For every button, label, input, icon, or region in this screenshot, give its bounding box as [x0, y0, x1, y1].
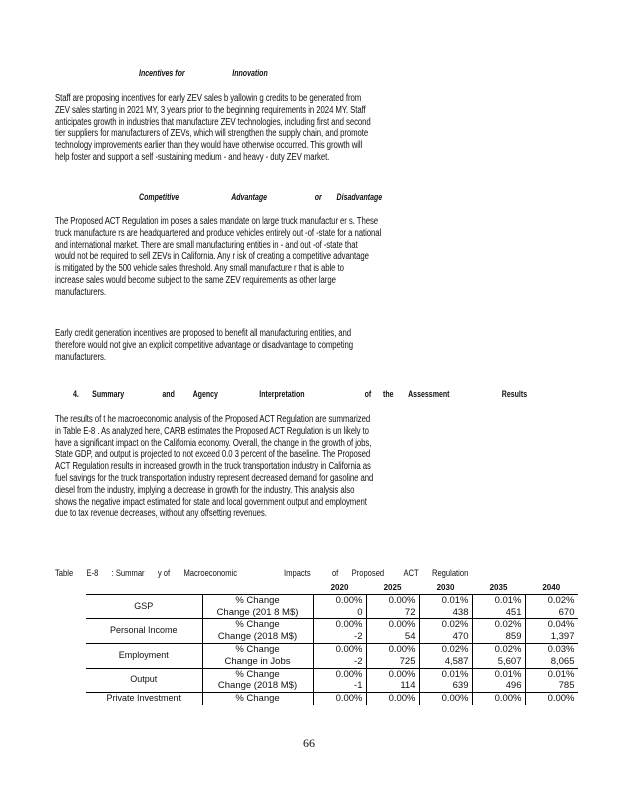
table-cell: 0.02% — [472, 619, 525, 631]
summary-line: fuel savings for the truck transportation industry represent decreased demand for gasoline and — [55, 472, 374, 484]
page-number: 66 — [303, 736, 315, 750]
table-cell: 0.02% — [525, 594, 578, 606]
caption-t8: Regulation — [431, 568, 469, 579]
table-row — [86, 594, 578, 606]
table-cell: 496 — [472, 680, 525, 692]
table-cell: 0.02% — [472, 643, 525, 655]
table-cell: 859 — [472, 631, 525, 643]
summary-line: have a significant impact on the California economy. Overall, the change in the growth of jobs, — [55, 437, 372, 449]
table-cell: 54 — [366, 631, 419, 643]
summary-line: due to tax revenue decreases, without any offsetting revenues. — [55, 508, 267, 520]
row-description: Change (2018 M$) — [202, 631, 313, 643]
table-cell: 0.00% — [313, 668, 366, 680]
incentives-line: technology improvements earlier than they would have otherwise occurred. This growth will — [55, 140, 363, 152]
year-header: 2030 — [419, 582, 472, 594]
row-description: Change in Jobs — [202, 656, 313, 668]
table-row — [86, 619, 578, 631]
table-cell: -2 — [313, 631, 366, 643]
table-cell: 0.02% — [419, 619, 472, 631]
row-description: Change (201 8 M$) — [202, 607, 313, 619]
competitive-heading-word4: Disadvantage — [336, 192, 383, 202]
header-empty-cell — [86, 582, 202, 594]
table-cell: 0.00% — [313, 693, 366, 705]
table-cell: 0.00% — [366, 619, 419, 631]
incentives-line: tier suppliers for manufacturers of ZEVs, which will strengthen the supply chain, and promote — [55, 128, 369, 140]
table-cell: 670 — [558, 606, 575, 618]
table-row — [86, 668, 578, 680]
summary-heading-number: 4. — [73, 389, 79, 399]
table-header-row — [86, 582, 578, 594]
incentives-heading-word1: Incentives for — [139, 68, 185, 78]
caption-t6: Proposed — [351, 568, 385, 579]
table-cell: 0.01% — [525, 668, 578, 680]
table-cell: 0.00% — [313, 619, 366, 631]
row-group-label: Personal Income — [86, 619, 202, 644]
row-group-label: Output — [86, 668, 202, 693]
table-cell: 639 — [419, 680, 472, 692]
caption-number: E-8 — [86, 568, 99, 579]
table-row — [86, 643, 578, 655]
incentives-line: ZEV sales starting in 2021 MY, 3 years prior to the beginning requirements in 2024 MY. Staff — [55, 104, 366, 116]
table-cell: 0.03% — [525, 643, 578, 655]
competitive-line: and international market. There are small manufacturing entities in - and out -of -state that — [55, 239, 358, 251]
competitive-line: manufacturers. — [55, 286, 106, 298]
caption-t5: of — [331, 568, 339, 579]
caption-t1: : Summar — [111, 568, 145, 579]
summary-heading-w6: the — [383, 389, 394, 399]
table-cell: 72 — [366, 607, 419, 619]
caption-t2: y of — [157, 568, 171, 579]
summary-heading-w8: Results — [501, 389, 528, 399]
table-cell: 0.00% — [472, 693, 525, 705]
table-cell: -1 — [313, 680, 366, 692]
summary-heading-w1: Summary — [92, 389, 125, 399]
incentives-line: anticipates growth in industries that manufacture ZEV technologies, including first and second — [55, 116, 371, 128]
table-cell: 0.00% — [419, 693, 472, 705]
early-credit-paragraph — [55, 328, 523, 363]
table-cell: 8,065 — [550, 655, 575, 667]
table-cell: 0.04% — [525, 619, 578, 631]
year-header: 2025 — [366, 582, 419, 594]
incentives-line: help foster and support a self -sustaining medium - and heavy - duty ZEV market. — [55, 151, 330, 163]
competitive-heading-word3: or — [314, 192, 322, 202]
summary-heading-w4: Interpretation — [259, 389, 305, 399]
table-cell: 4,587 — [419, 656, 472, 668]
table-cell: 0.00% — [366, 668, 419, 680]
competitive-line: is mitigated by the 500 vehicle sales threshold. Any small manufacture r that is able to — [55, 263, 344, 275]
competitive-heading-word2: Advantage — [231, 192, 268, 202]
competitive-paragraph — [55, 216, 523, 299]
row-description: % Change — [202, 668, 313, 680]
table-cell: 1,397 — [550, 631, 575, 643]
table-cell: 0.00% — [525, 693, 578, 705]
incentives-heading-word2: Innovation — [232, 68, 268, 78]
competitive-heading — [139, 192, 382, 202]
summary-line: The results of t he macroeconomic analysis of the Proposed ACT Regulation are summarized — [55, 414, 371, 425]
year-header: 2040 — [525, 582, 578, 594]
summary-paragraph — [55, 414, 523, 520]
table-cell: 0.00% — [366, 693, 419, 705]
caption-t3: Macroeconomic — [183, 568, 238, 579]
summary-line: ACT Regulation results in increased growth in the truck transportation industry in California as — [55, 461, 371, 473]
summary-heading-w2: and — [162, 389, 175, 399]
table-cell: 470 — [419, 631, 472, 643]
competitive-line: The Proposed ACT Regulation im poses a sales mandate on large truck manufactur er s. These — [55, 216, 379, 227]
table-cell: 0 — [313, 607, 366, 619]
table-cell: 451 — [472, 607, 525, 619]
table-cell: 725 — [366, 656, 419, 668]
table-cell: 438 — [419, 607, 472, 619]
row-description: % Change — [202, 619, 313, 631]
table-cell: 0.01% — [472, 668, 525, 680]
incentives-paragraph — [55, 93, 523, 164]
table-cell: 0.00% — [313, 594, 366, 606]
early-credit-line: Early credit generation incentives are proposed to benefit all manufacturing entities, and — [55, 328, 352, 339]
table-cell: -2 — [313, 656, 366, 668]
table-cell: 0.01% — [472, 594, 525, 606]
table-cell: 0.00% — [366, 643, 419, 655]
table-cell: 0.01% — [419, 594, 472, 606]
summary-heading-w3: Agency — [192, 389, 218, 399]
year-header: 2035 — [472, 582, 525, 594]
table-cell: 0.01% — [419, 668, 472, 680]
caption-label: Table — [55, 568, 74, 579]
competitive-line: truck manufacture rs are headquartered and produce vehicles entirely out -of -state for a national — [55, 227, 382, 239]
summary-heading-w5: of — [364, 389, 372, 399]
row-description: Change (2018 M$) — [202, 680, 313, 692]
year-header: 2020 — [313, 582, 366, 594]
table-cell: 5,607 — [472, 656, 525, 668]
caption-t7: ACT — [403, 568, 419, 579]
table-cell: 0.02% — [419, 643, 472, 655]
table-cell: 0.00% — [366, 594, 419, 606]
caption-t4: Impacts — [284, 568, 311, 579]
incentives-line: Staff are proposing incentives for early ZEV sales b yallowin g credits to be generated from — [55, 93, 362, 104]
competitive-line: increase sales would become subject to the same ZEV requirements as other large — [55, 274, 336, 286]
header-empty-cell — [202, 582, 313, 594]
macroeconomic-impacts-table — [86, 582, 578, 705]
summary-line: shows the negative impact estimated for state and local government output and employment — [55, 496, 367, 508]
table-row — [86, 693, 578, 705]
table-cell: 0.00% — [313, 643, 366, 655]
summary-heading — [73, 389, 527, 399]
table-cell: 114 — [366, 680, 419, 692]
row-description: % Change — [202, 643, 313, 655]
row-description: % Change — [202, 693, 313, 705]
early-credit-line: therefore would not give an explicit competitive advantage or disadvantage to competing — [55, 339, 354, 351]
row-group-label: Employment — [86, 643, 202, 668]
competitive-line: would not be required to sell ZEVs in California. Any r isk of creating a competitive advantage — [55, 251, 369, 263]
competitive-heading-word1: Competitive — [139, 192, 180, 202]
summary-line: in Table E-8 . As analyzed here, CARB estimates the Proposed ACT Regulation is un likely to — [55, 425, 369, 437]
summary-line: State GDP, and output is projected to not exceed 0.0 3 percent of the baseline. The Proposed — [55, 449, 371, 461]
row-description: % Change — [202, 594, 313, 606]
incentives-heading — [139, 68, 268, 78]
row-group-label: Private Investment — [86, 693, 202, 705]
summary-heading-w7: Assessment — [408, 389, 450, 399]
row-group-label: GSP — [86, 594, 202, 619]
table-cell: 785 — [558, 680, 575, 692]
summary-line: diesel from the industry, implying a decrease in growth for the industry. This analysis also — [55, 484, 355, 496]
early-credit-line: manufacturers. — [55, 351, 106, 363]
table-caption — [55, 568, 480, 579]
